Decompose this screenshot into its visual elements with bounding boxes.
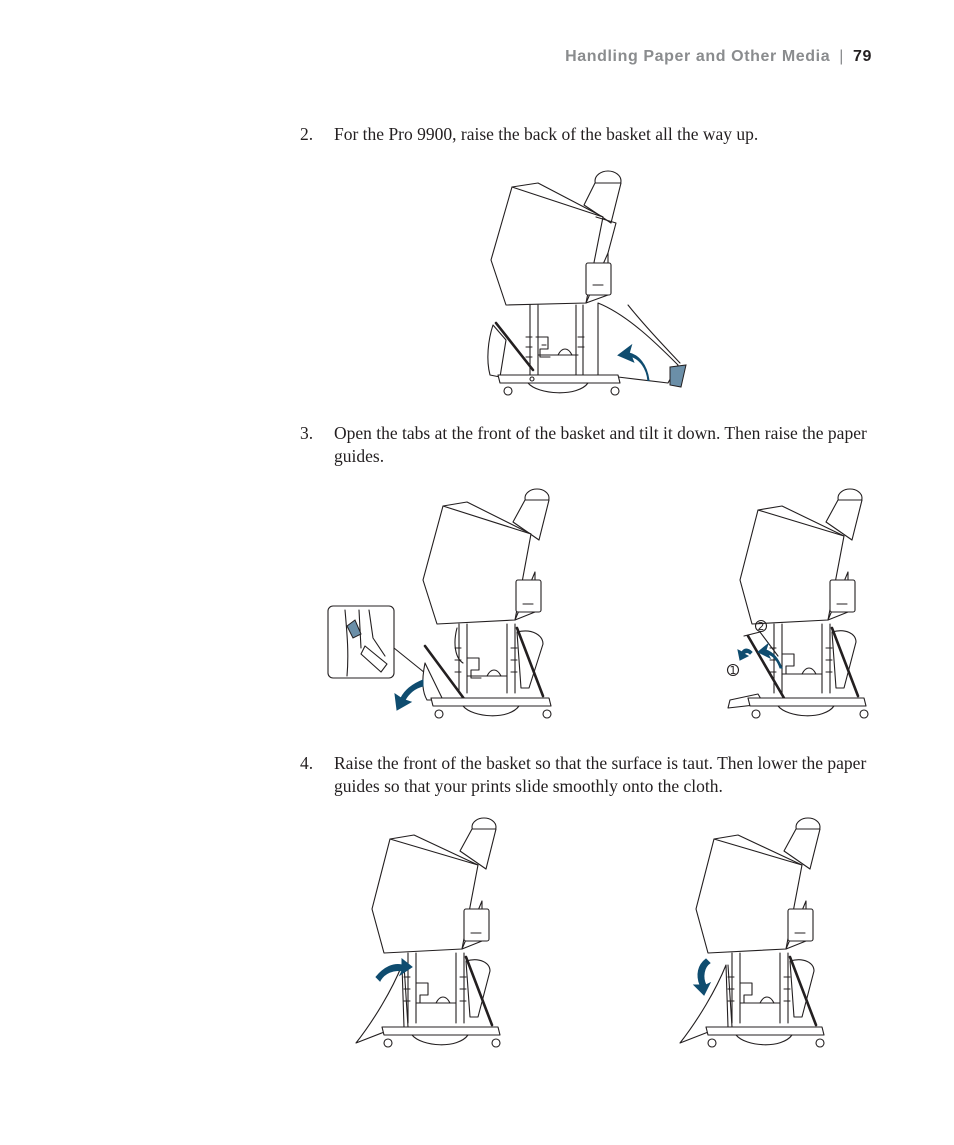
step-number: 3. (300, 423, 314, 443)
running-header (565, 48, 872, 66)
tilt-down-arrow-icon (395, 680, 423, 710)
step-text: Open the tabs at the front of the basket and tilt it down. Then raise the paper guides. (334, 423, 867, 466)
step-text: Raise the front of the basket so that the surface is taut. Then lower the paper guides so that your prints slide smoothly onto the cloth. (334, 753, 867, 796)
step-4 (300, 752, 875, 798)
step-text: For the Pro 9900, raise the back of the basket all the way up. (334, 124, 759, 144)
raise-front-arrow-icon (376, 959, 412, 981)
tilt-arrow-icon (738, 649, 752, 660)
section-title: Handling Paper and Other Media (565, 48, 831, 65)
page-number: 79 (853, 48, 872, 65)
step-3 (300, 422, 875, 468)
step-2 (300, 123, 875, 146)
figure-step4-raise-front-basket (352, 815, 507, 1053)
callout-1: 1 (729, 664, 737, 677)
figure-step4-lower-paper-guides (676, 815, 831, 1053)
figure-step3-open-tabs-tilt-down (325, 488, 560, 723)
figure-step3-raise-paper-guides (718, 488, 878, 723)
header-separator: | (839, 48, 844, 65)
step-number: 4. (300, 753, 314, 773)
figure-step2-raise-back-of-basket (478, 165, 708, 400)
lower-guide-arrow-icon (694, 959, 710, 995)
step-number: 2. (300, 124, 314, 144)
callout-2: 2 (757, 620, 765, 633)
